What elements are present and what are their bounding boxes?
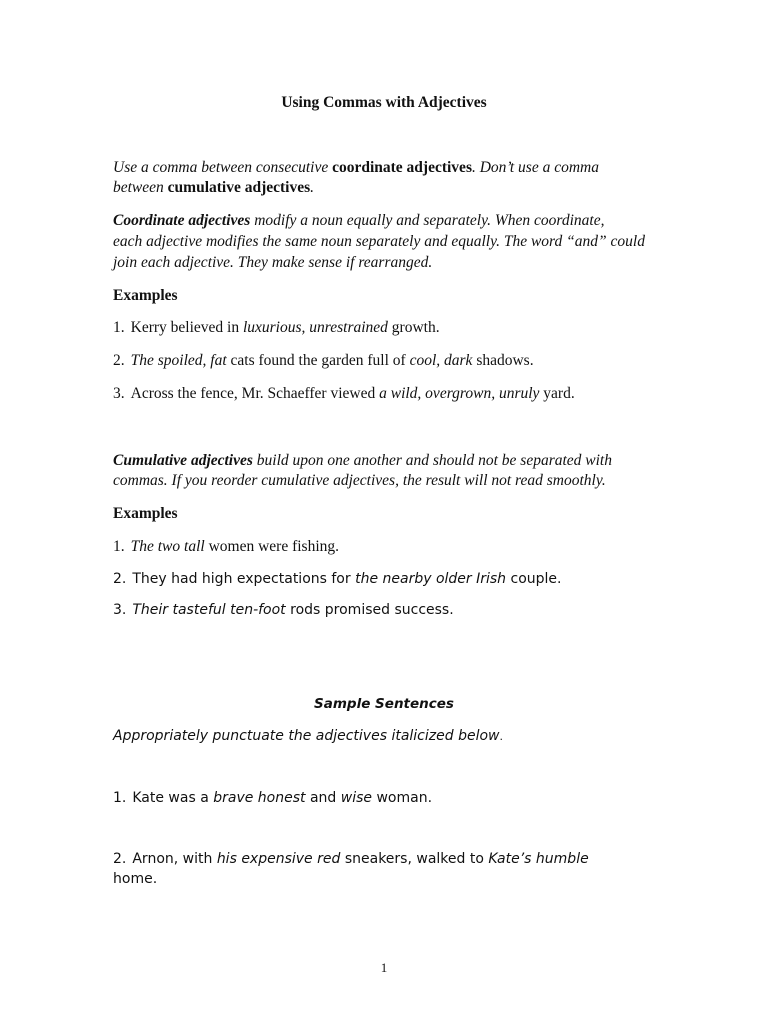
term-cumulative-adjectives: cumulative adjectives xyxy=(167,179,311,196)
sample-sentence-2-line-1: 2. Arnon, with his expensive red sneakers, walked to Kate’s humble xyxy=(113,851,589,867)
sample-sentence-2-line-2: home. xyxy=(113,871,158,887)
coordinate-def-line-3: join each adjective. They make sense if rearranged. xyxy=(113,254,433,271)
cumulative-example-2: 2. They had high expectations for the nearby older Irish couple. xyxy=(113,571,562,587)
cumulative-def-line-1: Cumulative adjectives build upon one another and should not be separated with xyxy=(113,452,612,469)
coordinate-def-line-1: Coordinate adjectives modify a noun equally and separately. When coordinate, xyxy=(113,212,605,229)
page-title: Using Commas with Adjectives xyxy=(281,94,487,111)
cumulative-def-line-2: commas. If you reorder cumulative adjectives, the result will not read smoothly. xyxy=(113,472,606,489)
coordinate-example-2: 2. The spoiled, fat cats found the garden full of cool, dark shadows. xyxy=(113,352,534,369)
coordinate-term: Coordinate adjectives xyxy=(113,212,251,229)
page-number: 1 xyxy=(380,960,388,975)
sample-instruction: Appropriately punctuate the adjectives italicized below. xyxy=(113,728,503,744)
intro-line-1: Use a comma between consecutive coordinate adjectives. Don’t use a comma xyxy=(113,159,599,176)
sample-sentence-1: 1. Kate was a brave honest and wise woman. xyxy=(113,790,433,806)
intro-line-2: between cumulative adjectives. xyxy=(113,179,315,196)
cumulative-example-3: 3. Their tasteful ten-foot rods promised success. xyxy=(113,602,454,618)
coordinate-example-1: 1. Kerry believed in luxurious, unrestrained growth. xyxy=(113,319,440,336)
coordinate-examples-heading: Examples xyxy=(113,287,178,304)
sample-sentences-title: Sample Sentences xyxy=(314,696,454,712)
coordinate-def-line-2: each adjective modifies the same noun separately and equally. The word “and” could xyxy=(113,233,645,250)
term-coordinate-adjectives: coordinate adjectives xyxy=(332,159,472,176)
coordinate-example-3: 3. Across the fence, Mr. Schaeffer viewed a wild, overgrown, unruly yard. xyxy=(113,385,575,402)
cumulative-term: Cumulative adjectives xyxy=(113,452,253,469)
cumulative-example-1: 1. The two tall women were fishing. xyxy=(113,538,340,555)
cumulative-examples-heading: Examples xyxy=(113,505,178,522)
